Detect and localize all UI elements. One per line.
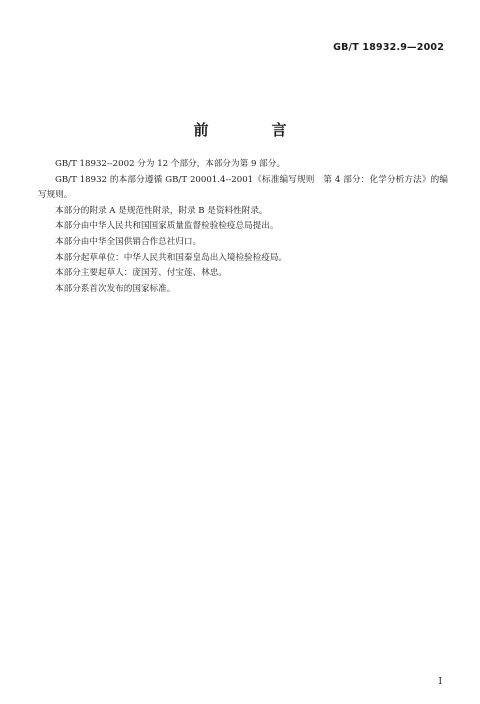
page-title: 前 言 xyxy=(193,121,311,139)
paragraph-parts-overview: GB/T 18932--2002 分为 12 个部分，本部分为第 9 部分。 xyxy=(55,159,285,169)
paragraph-proposer: 本部分由中华人民共和国国家质量监督检验检疫总局提出。 xyxy=(55,221,279,232)
paragraph-drafters: 本部分主要起草人：庞国芳、付宝莲、林忠。 xyxy=(55,268,227,279)
paragraph-annexes: 本部分的附录 A 是规范性附录，附录 B 是资料性附录。 xyxy=(55,205,268,216)
foreword-body xyxy=(38,157,448,297)
paragraph-drafting-unit: 本部分起草单位：中华人民共和国秦皇岛出入境检验检疫局。 xyxy=(55,252,288,263)
standard-code: GB/T 18932.9—2002 xyxy=(333,42,444,53)
paragraph-centralized: 本部分由中华全国供销合作总社归口。 xyxy=(55,236,202,247)
paragraph-drafting-rules: GB/T 18932 的本部分遵循 GB/T 20001.4--2001《标准编写规则 第 4 部分：化学分析方法》的编写规则。 xyxy=(38,174,448,201)
paragraph-first-release: 本部分系首次发布的国家标准。 xyxy=(55,283,176,294)
page-number: I xyxy=(438,677,442,687)
